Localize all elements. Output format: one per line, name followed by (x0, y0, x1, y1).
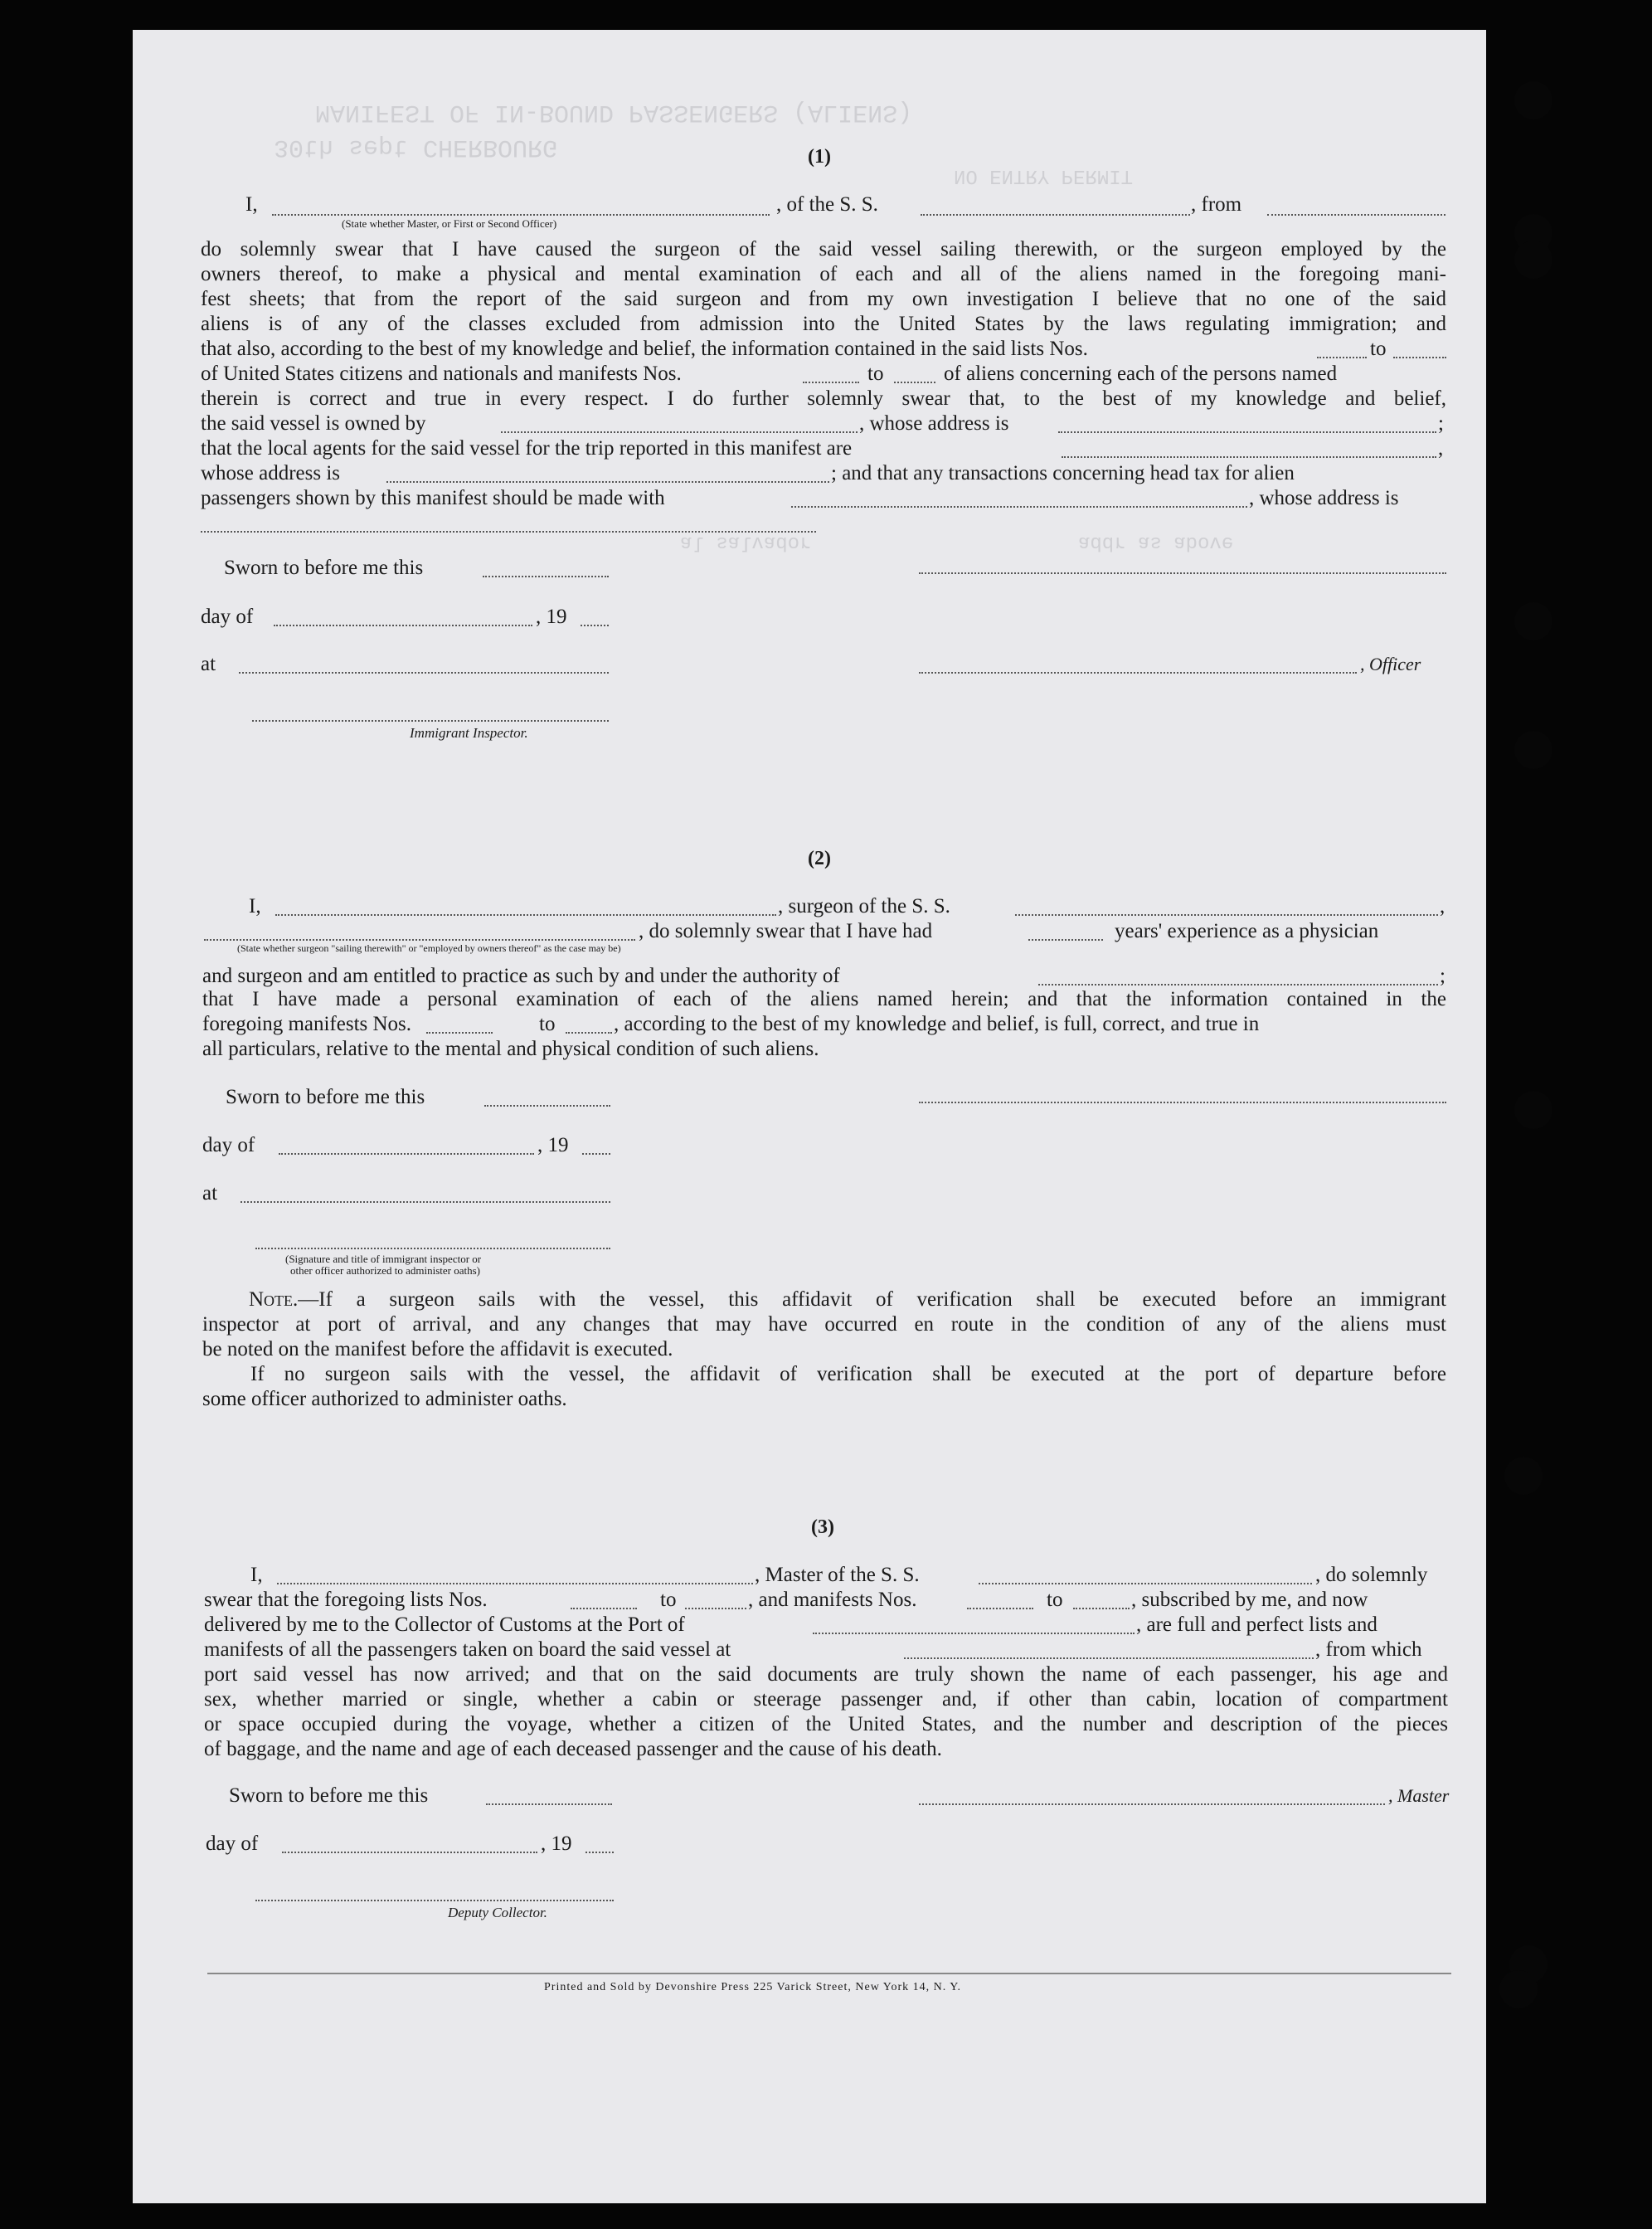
s2-paragraph-line: all particulars, relative to the mental and physical condition of such aliens. (202, 1038, 819, 1060)
s1-paragraph-line: owners thereof, to make a physical and mental examination of each and all of the aliens named in the foregoing mani- (201, 263, 1446, 285)
s3-manifests-label: , and manifests Nos. (748, 1589, 917, 1611)
s2-signature-title-line[interactable] (255, 1248, 610, 1249)
s3-lists-text: , are full and perfect lists and (1136, 1613, 1377, 1636)
section-1-number: (1) (808, 146, 831, 168)
s3-master-label: , Master (1388, 1785, 1450, 1806)
s2-signature-note: (Signature and title of immigrant inspector or (285, 1253, 482, 1265)
s1-lists-to: to (1370, 338, 1387, 360)
s1-headtax-address-label: , whose address is (1249, 487, 1399, 509)
s1-vessel-field[interactable] (921, 214, 1190, 216)
s3-paragraph-line: sex, whether married or single, whether a cabin or steerage passenger and, if other than cabin, location of compartment (204, 1688, 1448, 1711)
s3-paragraph-line: port said vessel has now arrived; and that on the said documents are truly shown the name of each passenger, his age and (204, 1663, 1448, 1686)
s3-subscribed-text: , subscribed by me, and now (1131, 1589, 1368, 1611)
footer-rule (207, 1973, 1451, 1974)
bleed-through-text: 30th sept CHERBOURG (274, 133, 558, 161)
s1-i-label: I, (245, 193, 258, 216)
bleed-through-text: al salvador (680, 531, 812, 553)
s1-paragraph-line: do solemnly swear that I have caused the surgeon of the said vessel sailing therewith, or the surgeon employed by the (201, 238, 1446, 260)
s2-note-text: —If a surgeon sails with the vessel, this affidavit of verification shall be executed before an immigrant (298, 1288, 1446, 1311)
s3-year-field[interactable] (585, 1852, 614, 1853)
punch-hole (1514, 731, 1552, 769)
s2-day-label: day of (202, 1134, 255, 1156)
punch-hole (1514, 602, 1552, 640)
s1-comma: , (1438, 437, 1444, 460)
punch-hole (1514, 81, 1552, 119)
s2-surgeon-type-field[interactable] (204, 939, 635, 941)
s3-from-which: , from which (1315, 1638, 1422, 1661)
s2-at-field[interactable] (241, 1201, 610, 1203)
s1-agents-address-label: whose address is (201, 462, 341, 484)
s2-surgeon-type-note: (State whether surgeon "sailing therewith" or "employed by owners thereof" as the case may be) (237, 942, 621, 954)
s3-day-label: day of (206, 1832, 259, 1855)
s1-from-field[interactable] (1267, 214, 1446, 216)
s1-from-label: , from (1191, 193, 1242, 216)
s1-day-field[interactable] (274, 625, 532, 626)
s1-inspector-line[interactable] (252, 720, 609, 722)
s2-note-line (249, 1287, 1446, 1312)
s2-years-field[interactable] (1028, 939, 1103, 941)
s1-officer-note: (State whether Master, or First or Second Officer) (342, 217, 557, 230)
s2-year-field[interactable] (582, 1153, 610, 1155)
punch-hole (1499, 1970, 1538, 2008)
s1-at-label: at (201, 653, 216, 675)
s1-manifests-from-field[interactable] (803, 382, 859, 383)
s3-manifests-to-field[interactable] (1073, 1608, 1130, 1609)
s1-year-field[interactable] (581, 625, 609, 626)
s1-lists-to-field[interactable] (1393, 357, 1446, 358)
s2-authority-field[interactable] (1038, 984, 1438, 986)
s2-signature-note: other officer authorized to administer oaths) (290, 1264, 480, 1277)
s3-lists-to-field[interactable] (685, 1608, 746, 1609)
s1-inspector-label: Immigrant Inspector. (410, 725, 528, 741)
s1-manifests-text-end: of aliens concerning each of the persons named (944, 363, 1338, 385)
s2-physician-text: years' experience as a physician (1115, 920, 1379, 942)
s2-sworn-label: Sworn to before me this (226, 1086, 425, 1108)
s2-vessel-field[interactable] (1015, 914, 1438, 916)
s2-manifests-text-end: , according to the best of my knowledge and belief, is full, correct, and true in (614, 1013, 1260, 1035)
s2-surgeon-signature-line[interactable] (919, 1102, 1446, 1103)
s1-headtax-field[interactable] (791, 506, 1247, 508)
section-2-number: (2) (808, 848, 831, 869)
s2-note-label: Note. (249, 1288, 299, 1311)
s3-sworn-field[interactable] (486, 1803, 612, 1805)
s1-manifests-to-field[interactable] (894, 382, 935, 383)
s3-paragraph-line: of baggage, and the name and age of each deceased passenger and the cause of his death. (204, 1738, 942, 1760)
s3-port-field[interactable] (813, 1633, 1135, 1634)
s2-at-label: at (202, 1182, 218, 1205)
s1-headtax-address-field[interactable] (201, 531, 816, 533)
section-3-number: (3) (811, 1516, 834, 1538)
s1-agents-address-field[interactable] (386, 481, 829, 483)
s1-paragraph-line: therein is correct and true in every respect. I do further solemnly swear that, to the best of my knowledge and belief, (201, 387, 1446, 410)
s2-surgeon-name-field[interactable] (275, 914, 776, 916)
s3-solemnly-label: , do solemnly (1315, 1564, 1428, 1586)
s1-year-label: , 19 (536, 606, 567, 628)
s1-owner-field[interactable] (501, 431, 858, 433)
s2-day-field[interactable] (279, 1153, 534, 1155)
s1-owned-by-label: the said vessel is owned by (201, 412, 426, 435)
printer-imprint: Printed and Sold by Devonshire Press 225 Varick Street, New York 14, N. Y. (544, 1981, 962, 1993)
punch-hole (1504, 1457, 1543, 1495)
s1-day-label: day of (201, 606, 254, 628)
s1-agents-label: that the local agents for the said vessel for the trip reported in this manifest are (201, 437, 853, 460)
s3-ss-label: , Master of the S. S. (755, 1564, 920, 1586)
s2-ss-label: , surgeon of the S. S. (778, 895, 950, 917)
s1-semicolon: ; (1438, 412, 1444, 435)
s1-agents-field[interactable] (1062, 456, 1436, 458)
s1-headtax-label: passengers shown by this manifest should be made with (201, 487, 665, 509)
s3-sworn-label: Sworn to before me this (229, 1784, 429, 1807)
s2-note2-line: If no surgeon sails with the vessel, the affidavit of verification shall be executed at the port of departure before (250, 1363, 1446, 1385)
s2-manifests-from-field[interactable] (426, 1032, 493, 1034)
bleed-through-text: addr as above (1078, 531, 1234, 553)
s2-manifests-to: to (539, 1013, 556, 1035)
s2-note2-line: some officer authorized to administer oaths. (202, 1388, 567, 1410)
s1-paragraph-line: fest sheets; that from the report of the said surgeon and from my own investigation I believe that no one of the said (201, 288, 1446, 310)
s3-master-name-field[interactable] (277, 1583, 753, 1584)
bleed-through-text: MANIFEST OF IN-BOUND PASSENGERS (ALIENS) (315, 98, 913, 126)
s2-year-label: , 19 (537, 1134, 569, 1156)
s2-manifests-label: foregoing manifests Nos. (202, 1013, 412, 1035)
s3-i-label: I, (250, 1564, 263, 1586)
s3-day-field[interactable] (282, 1852, 537, 1853)
s2-semicolon: ; (1440, 965, 1446, 987)
s3-boarded-label: manifests of all the passengers taken on board the said vessel at (204, 1638, 731, 1661)
s1-officer-label: , Officer (1360, 654, 1421, 674)
s2-paragraph-line: that I have made a personal examination of each of the aliens named herein; and that the information contained in the (202, 988, 1446, 1010)
s1-owner-address-field[interactable] (1058, 431, 1436, 433)
s3-paragraph-line: or space occupied during the voyage, whether a citizen of the United States, and the number and description of the pieces (204, 1713, 1448, 1735)
s2-note-line: inspector at port of arrival, and any changes that may have occurred en route in the condition of any of the aliens must (202, 1313, 1446, 1336)
s3-manifests-from-field[interactable] (967, 1608, 1033, 1609)
s3-collector-label: Deputy Collector. (448, 1905, 547, 1920)
s3-year-label: , 19 (541, 1832, 572, 1855)
s2-authority-label: and surgeon and am entitled to practice as such by and under the authority of (202, 965, 840, 987)
s1-lists-text: that also, according to the best of my knowledge and belief, the information contained in the said lists Nos. (201, 338, 1088, 360)
s1-officer-line[interactable] (919, 672, 1357, 674)
s1-at-field[interactable] (239, 672, 609, 674)
s3-manifests-to: to (1047, 1589, 1063, 1611)
s3-port-label: delivered by me to the Collector of Customs at the Port of (204, 1613, 685, 1636)
s3-vessel-field[interactable] (979, 1583, 1312, 1584)
punch-hole (1514, 1091, 1552, 1129)
s2-manifests-to-field[interactable] (566, 1032, 612, 1034)
s3-collector-line[interactable] (255, 1900, 614, 1901)
s2-swear-text: , do solemnly swear that I have had (639, 920, 933, 942)
s3-master-signature-line[interactable] (919, 1803, 1385, 1805)
s1-owner-address-label: , whose address is (859, 412, 1009, 435)
s1-paragraph-line: aliens is of any of the classes excluded from admission into the United States by the laws regulating immigration; and (201, 313, 1446, 335)
s1-ss-label: , of the S. S. (776, 193, 878, 216)
s2-sworn-field[interactable] (484, 1105, 610, 1107)
s1-manifests-text: of United States citizens and nationals and manifests Nos. (201, 363, 682, 385)
s1-officer-field[interactable] (272, 214, 770, 216)
s1-officer-signature-line[interactable] (919, 572, 1446, 574)
s1-manifests-to: to (867, 363, 884, 385)
bleed-through-text: NO ENTRY PERMIT (954, 164, 1134, 187)
s3-lists-to: to (660, 1589, 677, 1611)
s2-note-line: be noted on the manifest before the affidavit is executed. (202, 1338, 673, 1360)
s2-i-label: I, (249, 895, 261, 917)
s1-lists-from-field[interactable] (1317, 357, 1367, 358)
punch-hole (1514, 241, 1552, 279)
s1-sworn-label: Sworn to before me this (224, 557, 424, 579)
s3-lists-label: swear that the foregoing lists Nos. (204, 1589, 488, 1611)
s3-boarded-field[interactable] (904, 1657, 1314, 1659)
s2-comma: , (1440, 895, 1446, 917)
s1-sworn-field[interactable] (483, 576, 609, 577)
s1-headtax-text: ; and that any transactions concerning head tax for alien (831, 462, 1295, 484)
s3-lists-from-field[interactable] (571, 1608, 637, 1609)
